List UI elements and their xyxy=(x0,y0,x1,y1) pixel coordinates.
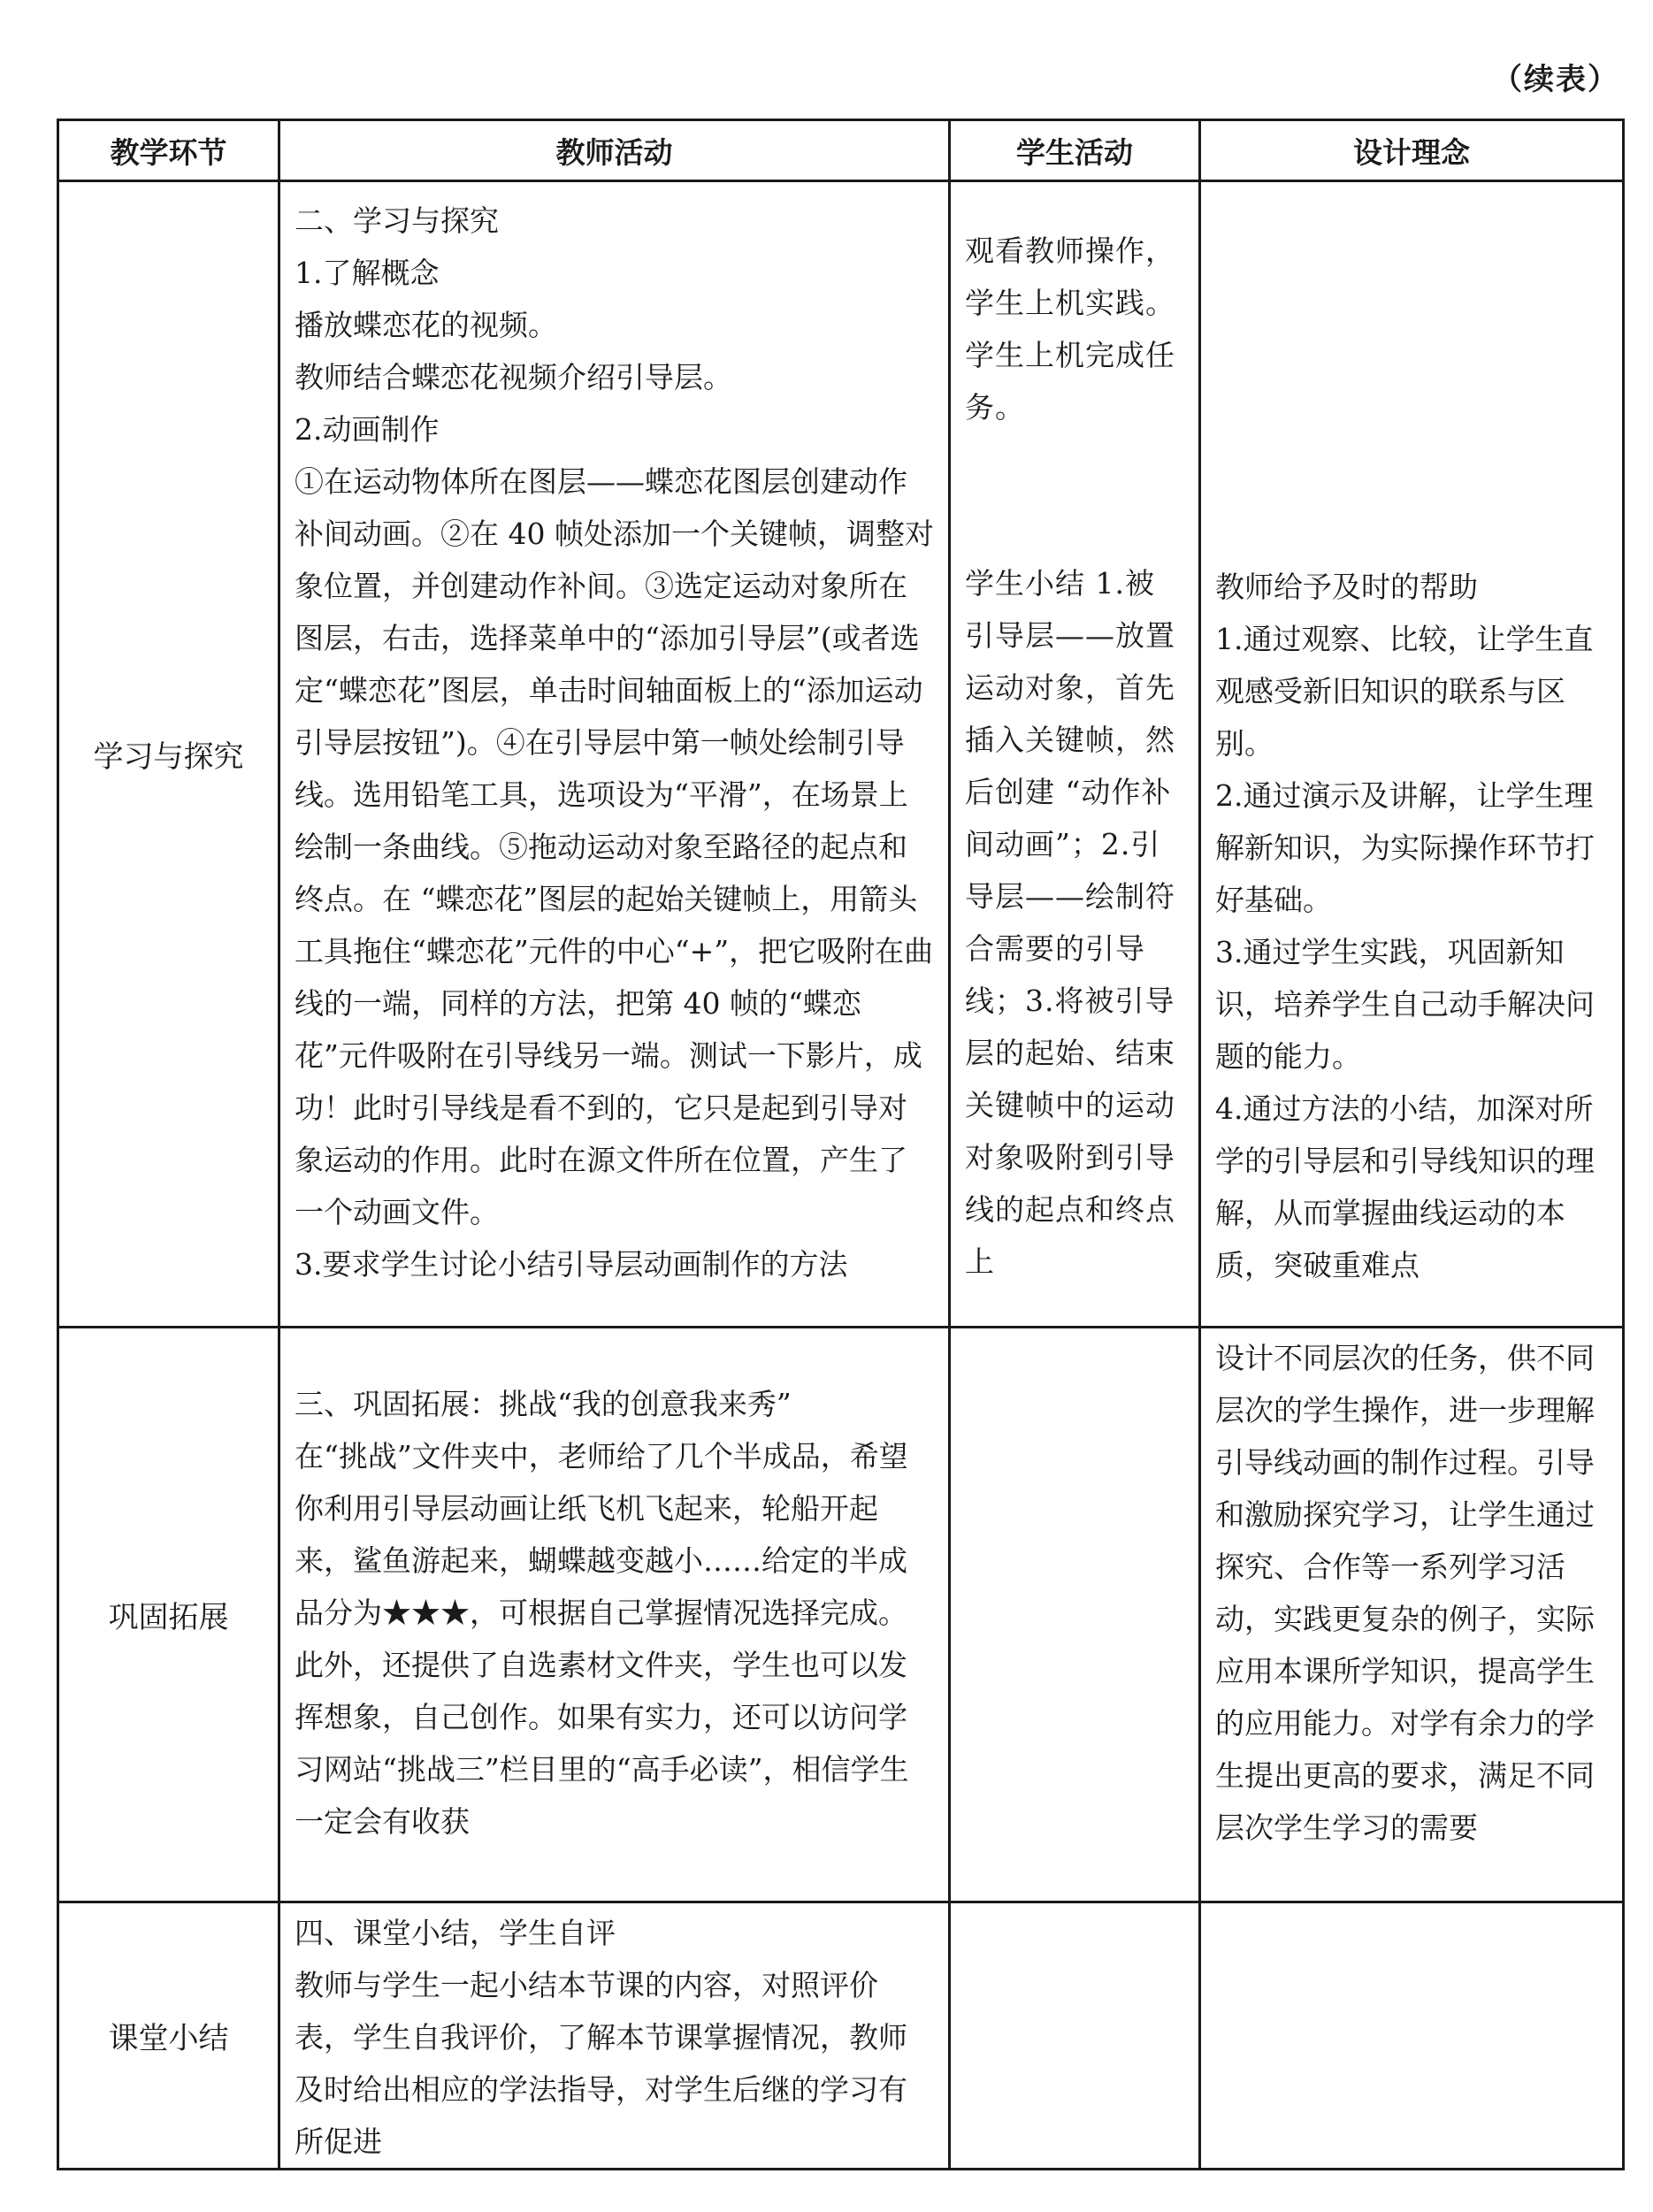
design-cell xyxy=(1200,1902,1624,2170)
teacher-cell xyxy=(279,181,950,1328)
table-row xyxy=(58,1328,1624,1902)
student-activity-text: 观看教师操作，学生上机实践。 学生上机完成任务。 xyxy=(965,233,1175,425)
student-cell xyxy=(950,1902,1200,2170)
student-summary-text: 学生小结 1.被引导层——放置运动对象，首先插入关键帧，然后创建 “动作补间动画”；2.引导层——绘制符合需要的引导线；3.将被引导层的起始、结束关键帧中的运动对象吸附到引导线的起点和终点上 xyxy=(965,566,1175,1279)
teacher-cell xyxy=(279,1328,950,1902)
teacher-activity-text: 三、巩固拓展：挑战“我的创意我来秀” 在“挑战”文件夹中，老师给了几个半成品，希望你利用引导层动画让纸飞机飞起来，轮船开起来，鲨鱼游起来，蝴蝶越变越小……给定的半成品分为★★★，可根据自己掌握情况选择完成。此外，还提供了自选素材文件夹，学生也可以发挥想象，自己创作。如果有实力，还可以访问学习网站“挑战三”栏目里的“高手必读”，相信学生一定会有收获 xyxy=(295,1387,909,1839)
design-text: 教师给予及时的帮助 1.通过观察、比较，让学生直观感受新旧知识的联系与区别。 2.通过演示及讲解，让学生理解新知识，为实际操作环节打好基础。 3.通过学生实践，巩固新知识，培养学生自己动手解决问题的能力。 4.通过方法的小结，加深对所学的引导层和引导线知识的理解，从而掌握曲线运动的本质，突破重难点 xyxy=(1215,570,1595,1282)
teacher-activity-text: 二、学习与探究 1.了解概念 播放蝶恋花的视频。 教师结合蝶恋花视频介绍引导层。 2.动画制作 ①在运动物体所在图层——蝶恋花图层创建动作补间动画。②在 40 帧处添加一个关键帧，调整对象位置，并创建动作补间。③选定运动对象所在图层，右击，选择菜单中的“添加引导层”(或者选定“蝶恋花”图层，单击时间轴面板上的“添加运动引导层按钮”)。④在引导层中第一帧处绘制引导线。选用铅笔工具，选项设为“平滑”，在场景上绘制一条曲线。⑤拖动运动对象至路径的起点和终点。在 “蝶恋花”图层的起始关键帧上，用箭头工具拖住“蝶恋花”元件的中心“+”，把它吸附在曲线的一端，同样的方法，把第 40 帧的“蝶恋花”元件吸附在引导线另一端。测试一下影片，成功！此时引导线是看不到的，它只是起到引导对象运动的作用。此时在源文件所在位置，产生了一个动画文件。 3.要求学生讨论小结引导层动画制作的方法 xyxy=(295,203,934,1282)
table-row xyxy=(58,1902,1624,2170)
design-text: 设计不同层次的任务，供不同层次的学生操作，进一步理解引导线动画的制作过程。引导和激励探究学习，让学生通过探究、合作等一系列学习活动，实践更复杂的例子，实际应用本课所学知识，提高学生的应用能力。对学有余力的学生提出更高的要求，满足不同层次学生学习的需要 xyxy=(1215,1341,1595,1845)
stage-cell: 课堂小结 xyxy=(58,1902,279,2170)
stage-cell: 巩固拓展 xyxy=(58,1328,279,1902)
stage-cell: 学习与探究 xyxy=(58,181,279,1328)
continued-label: （续表） xyxy=(1492,62,1619,97)
student-cell xyxy=(950,1328,1200,1902)
header-design: 设计理念 xyxy=(1200,120,1624,181)
header-row xyxy=(58,120,1624,181)
lesson-plan-table xyxy=(57,119,1625,2170)
teacher-cell xyxy=(279,1902,950,2170)
teacher-activity-text: 四、课堂小结，学生自评 教师与学生一起小结本节课的内容，对照评价表，学生自我评价，了解本节课掌握情况，教师及时给出相应的学法指导，对学生后继的学习有所促进 xyxy=(295,1916,907,2159)
design-cell xyxy=(1200,181,1624,1328)
design-cell xyxy=(1200,1328,1624,1902)
header-stage: 教学环节 xyxy=(58,120,279,181)
header-student: 学生活动 xyxy=(950,120,1200,181)
table-row xyxy=(58,181,1624,1328)
header-teacher: 教师活动 xyxy=(279,120,950,181)
student-cell xyxy=(950,181,1200,1328)
